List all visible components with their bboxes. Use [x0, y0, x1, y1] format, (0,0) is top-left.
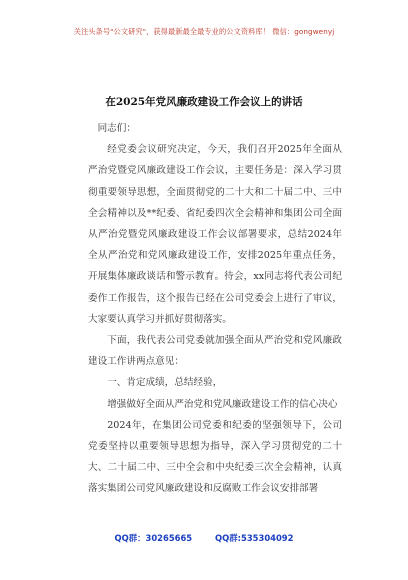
- section-heading: 一、肯定成绩，总结经验，: [107, 377, 223, 389]
- document-body: [88, 118, 342, 500]
- promo-banner: 关注头条号"公文研究"，获得最新最全最专业的公文资料库！ 微信：gongwenyj: [73, 27, 335, 36]
- qq-group-1: QQ群：30265665: [114, 533, 193, 543]
- salutation: 同志们：: [97, 123, 136, 134]
- body-paragraph: 经党委会议研究决定，今天，我们召开2025年全面从严治党暨党风廉政建设工作会议，主要任务是：深入学习贯彻重要领导思想，全面贯彻党的二十大和二十届二中、三中全会精神以及**纪委、省纪委四次全会精神和集团公司全面从严治党暨党风廉政建设工作会议部署要求，总结2024年全从严治党和党风廉政建设工作，安排2025年重点任务，开展集体廉政谈话和警示教育。待会，xx同志将代表公司纪委作工作报告，这个报告已经在公司党委会上进行了审议，大家要认真学习并抓好贯彻落实。: [88, 144, 342, 325]
- qq-group-2: QQ群:535304092: [215, 533, 294, 543]
- section-subheading: 增强做好全面从严治党和党风廉政建设工作的信心决心: [107, 398, 338, 410]
- footer-contacts: [0, 532, 408, 544]
- document-title: 在2025年党风廉政建设工作会议上的讲话: [105, 96, 303, 108]
- body-paragraph: 下面，我代表公司党委就加强全面从严治党和党风廉政建设工作讲两点意见：: [88, 335, 342, 368]
- body-paragraph: 2024年，在集团公司党委和纪委的坚强领导下，公司党委坚持以重要领导思想为指导，深入学习贯彻党的二十大、二十届二中、三中全会和中央纪委三次全会精神，认真落实集团公司党风廉政建设和反腐败工作会议安排部署: [88, 419, 342, 495]
